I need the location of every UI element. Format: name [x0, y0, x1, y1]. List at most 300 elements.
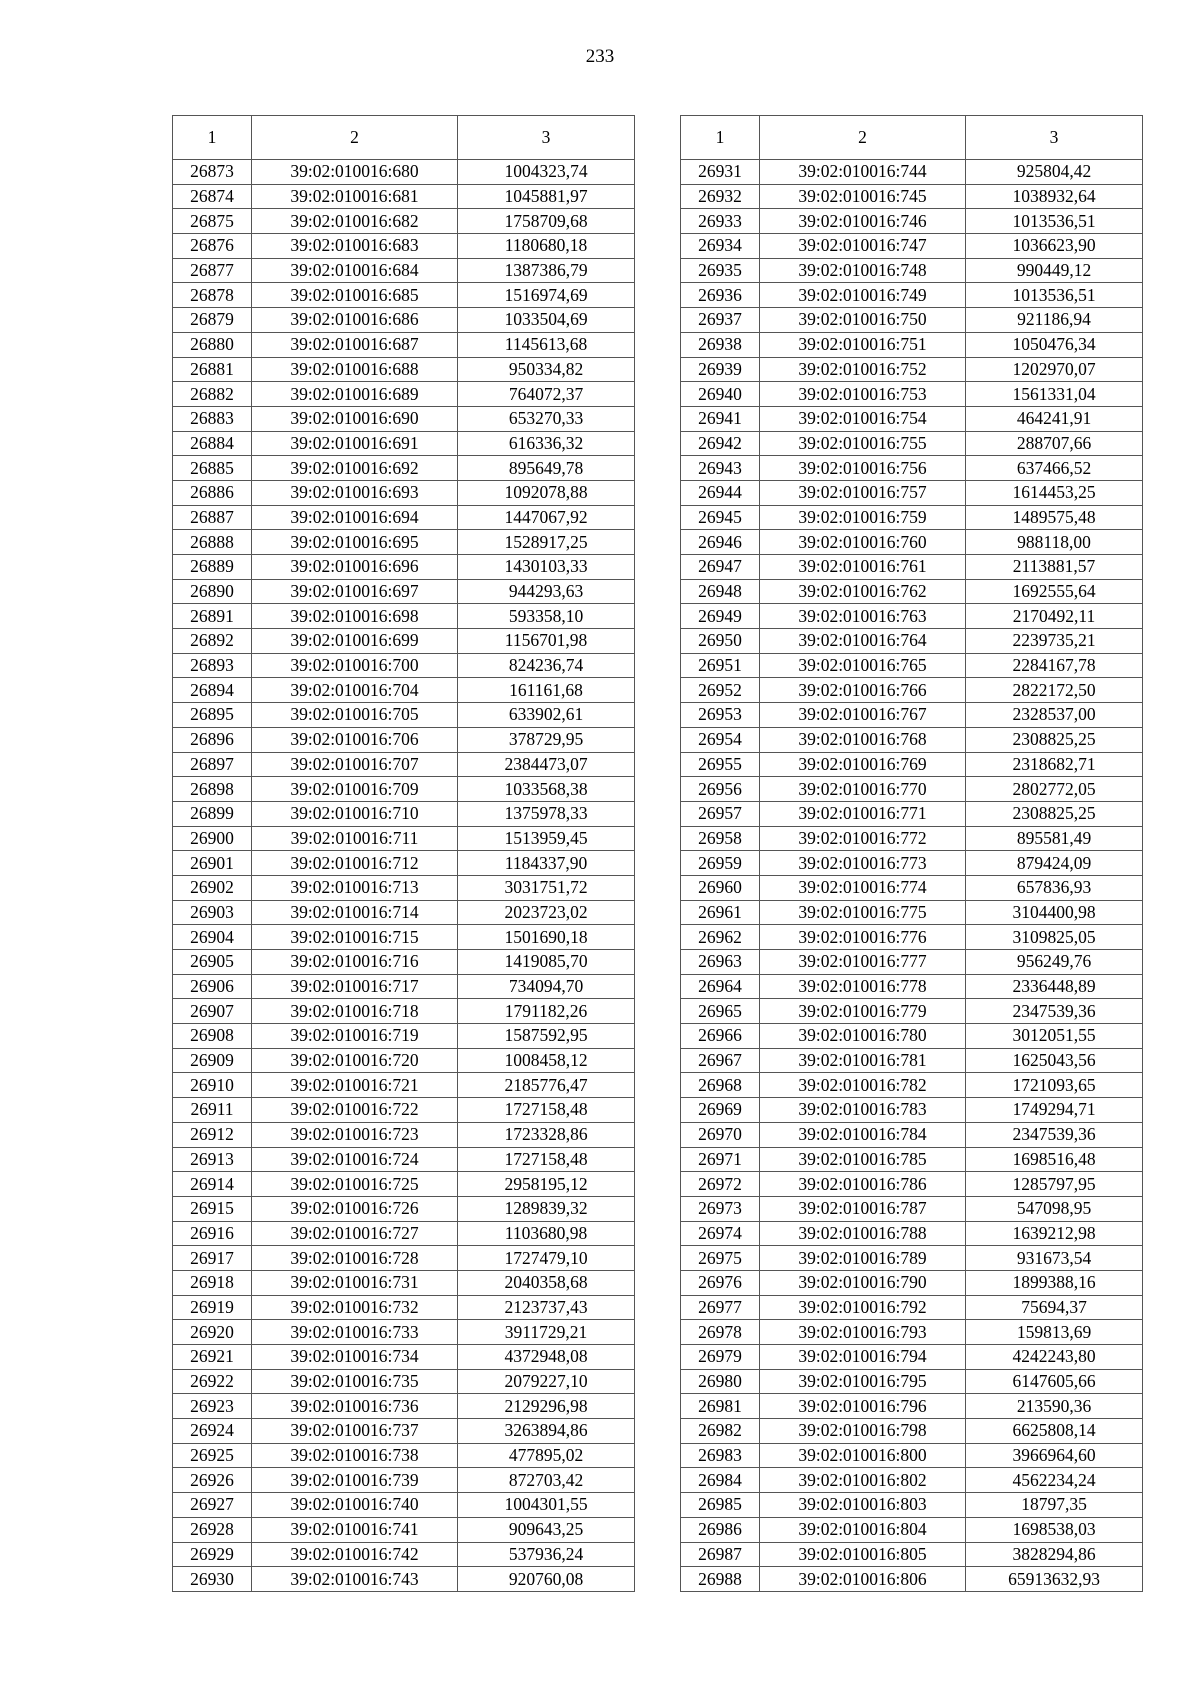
- cadastral-number: 39:02:010016:710: [252, 801, 458, 826]
- value: 537936,24: [458, 1542, 635, 1567]
- cadastral-number: 39:02:010016:802: [760, 1468, 966, 1493]
- cadastral-number: 39:02:010016:747: [760, 234, 966, 259]
- table-row: [681, 1196, 1143, 1221]
- row-number: 26923: [173, 1394, 252, 1419]
- cadastral-number: 39:02:010016:803: [760, 1493, 966, 1518]
- table-row: [173, 456, 635, 481]
- table-row: [173, 1517, 635, 1542]
- value: 734094,70: [458, 974, 635, 999]
- table-row: [173, 629, 635, 654]
- table-row: [173, 308, 635, 333]
- value: 1375978,33: [458, 801, 635, 826]
- value: 1614453,25: [966, 480, 1143, 505]
- cadastral-number: 39:02:010016:805: [760, 1542, 966, 1567]
- cadastral-number: 39:02:010016:735: [252, 1369, 458, 1394]
- table-row: [173, 530, 635, 555]
- value: 1387386,79: [458, 258, 635, 283]
- table-row: [681, 406, 1143, 431]
- value: 1727158,48: [458, 1147, 635, 1172]
- cadastral-number: 39:02:010016:739: [252, 1468, 458, 1493]
- value: 161161,68: [458, 678, 635, 703]
- row-number: 26980: [681, 1369, 760, 1394]
- value: 1528917,25: [458, 530, 635, 555]
- cadastral-number: 39:02:010016:685: [252, 283, 458, 308]
- table-row: [681, 1147, 1143, 1172]
- value: 1625043,56: [966, 1048, 1143, 1073]
- cadastral-number: 39:02:010016:774: [760, 875, 966, 900]
- page-number: 233: [585, 46, 615, 67]
- cadastral-number: 39:02:010016:776: [760, 925, 966, 950]
- cadastral-number: 39:02:010016:741: [252, 1517, 458, 1542]
- value: 2347539,36: [966, 1122, 1143, 1147]
- table-row: [173, 579, 635, 604]
- value: 3031751,72: [458, 875, 635, 900]
- value: 1721093,65: [966, 1073, 1143, 1098]
- row-number: 26921: [173, 1345, 252, 1370]
- value: 2123737,43: [458, 1295, 635, 1320]
- value: 1013536,51: [966, 283, 1143, 308]
- row-number: 26958: [681, 826, 760, 851]
- value: 1489575,48: [966, 505, 1143, 530]
- table-row: [173, 1073, 635, 1098]
- table-row: [681, 209, 1143, 234]
- value: 2239735,21: [966, 629, 1143, 654]
- row-number: 26969: [681, 1098, 760, 1123]
- row-number: 26892: [173, 629, 252, 654]
- row-number: 26883: [173, 406, 252, 431]
- table-row: [681, 308, 1143, 333]
- row-number: 26926: [173, 1468, 252, 1493]
- row-number: 26904: [173, 925, 252, 950]
- value: 872703,42: [458, 1468, 635, 1493]
- table-row: [681, 925, 1143, 950]
- row-number: 26965: [681, 999, 760, 1024]
- row-number: 26966: [681, 1024, 760, 1049]
- cadastral-number: 39:02:010016:780: [760, 1024, 966, 1049]
- value: 1430103,33: [458, 555, 635, 580]
- value: 3828294,86: [966, 1542, 1143, 1567]
- value: 213590,36: [966, 1394, 1143, 1419]
- cadastral-number: 39:02:010016:753: [760, 382, 966, 407]
- table-row: [681, 851, 1143, 876]
- row-number: 26873: [173, 160, 252, 185]
- row-number: 26981: [681, 1394, 760, 1419]
- row-number: 26932: [681, 184, 760, 209]
- cadastral-number: 39:02:010016:767: [760, 703, 966, 728]
- value: 2318682,71: [966, 752, 1143, 777]
- value: 1791182,26: [458, 999, 635, 1024]
- row-number: 26972: [681, 1172, 760, 1197]
- table-row: [681, 752, 1143, 777]
- cadastral-number: 39:02:010016:723: [252, 1122, 458, 1147]
- cadastral-number: 39:02:010016:706: [252, 727, 458, 752]
- row-number: 26909: [173, 1048, 252, 1073]
- cadastral-number: 39:02:010016:751: [760, 332, 966, 357]
- table-row: [681, 283, 1143, 308]
- value: 1004301,55: [458, 1493, 635, 1518]
- value: 1513959,45: [458, 826, 635, 851]
- table-row: [681, 1468, 1143, 1493]
- table-row: [173, 1122, 635, 1147]
- row-number: 26948: [681, 579, 760, 604]
- value: 1013536,51: [966, 209, 1143, 234]
- value: 159813,69: [966, 1320, 1143, 1345]
- value: 2308825,25: [966, 727, 1143, 752]
- value: 4372948,08: [458, 1345, 635, 1370]
- table-row: [681, 1394, 1143, 1419]
- row-number: 26982: [681, 1419, 760, 1444]
- row-number: 26973: [681, 1196, 760, 1221]
- row-number: 26895: [173, 703, 252, 728]
- row-number: 26971: [681, 1147, 760, 1172]
- value: 3109825,05: [966, 925, 1143, 950]
- table-row: [681, 1122, 1143, 1147]
- table-row: [173, 357, 635, 382]
- row-number: 26952: [681, 678, 760, 703]
- table-row: [681, 431, 1143, 456]
- row-number: 26963: [681, 950, 760, 975]
- row-number: 26918: [173, 1270, 252, 1295]
- row-number: 26891: [173, 604, 252, 629]
- row-number: 26906: [173, 974, 252, 999]
- table-row: [681, 1443, 1143, 1468]
- row-number: 26890: [173, 579, 252, 604]
- table-row: [681, 1542, 1143, 1567]
- table-row: [173, 925, 635, 950]
- table-row: [681, 1073, 1143, 1098]
- table-row: [173, 1048, 635, 1073]
- value: 3263894,86: [458, 1419, 635, 1444]
- cadastral-number: 39:02:010016:711: [252, 826, 458, 851]
- table-row: [681, 579, 1143, 604]
- cadastral-number: 39:02:010016:690: [252, 406, 458, 431]
- table-row: [681, 604, 1143, 629]
- table-row: [681, 1098, 1143, 1123]
- table-row: [173, 950, 635, 975]
- value: 2328537,00: [966, 703, 1143, 728]
- cadastral-number: 39:02:010016:720: [252, 1048, 458, 1073]
- row-number: 26877: [173, 258, 252, 283]
- cadastral-number: 39:02:010016:738: [252, 1443, 458, 1468]
- table-row: [173, 1147, 635, 1172]
- cadastral-number: 39:02:010016:773: [760, 851, 966, 876]
- cadastral-number: 39:02:010016:772: [760, 826, 966, 851]
- cadastral-number: 39:02:010016:752: [760, 357, 966, 382]
- value: 1045881,97: [458, 184, 635, 209]
- table-row: [681, 1221, 1143, 1246]
- row-number: 26884: [173, 431, 252, 456]
- value: 895581,49: [966, 826, 1143, 851]
- value: 988118,00: [966, 530, 1143, 555]
- cadastral-number: 39:02:010016:779: [760, 999, 966, 1024]
- row-number: 26929: [173, 1542, 252, 1567]
- value: 1727158,48: [458, 1098, 635, 1123]
- cadastral-number: 39:02:010016:698: [252, 604, 458, 629]
- cadastral-number: 39:02:010016:712: [252, 851, 458, 876]
- table-row: [681, 900, 1143, 925]
- cadastral-number: 39:02:010016:744: [760, 160, 966, 185]
- table-row: [173, 999, 635, 1024]
- cadastral-number: 39:02:010016:778: [760, 974, 966, 999]
- table-row: [681, 703, 1143, 728]
- value: 6147605,66: [966, 1369, 1143, 1394]
- value: 2079227,10: [458, 1369, 635, 1394]
- row-number: 26886: [173, 480, 252, 505]
- cadastral-number: 39:02:010016:783: [760, 1098, 966, 1123]
- cadastral-number: 39:02:010016:787: [760, 1196, 966, 1221]
- row-number: 26937: [681, 308, 760, 333]
- cadastral-number: 39:02:010016:750: [760, 308, 966, 333]
- cadastral-number: 39:02:010016:716: [252, 950, 458, 975]
- table-row: [681, 678, 1143, 703]
- table-row: [681, 826, 1143, 851]
- table-row: [681, 629, 1143, 654]
- cadastral-number: 39:02:010016:796: [760, 1394, 966, 1419]
- row-number: 26983: [681, 1443, 760, 1468]
- row-number: 26881: [173, 357, 252, 382]
- column-header: 3: [458, 116, 635, 160]
- value: 931673,54: [966, 1246, 1143, 1271]
- value: 1749294,71: [966, 1098, 1143, 1123]
- row-number: 26893: [173, 653, 252, 678]
- table-row: [681, 555, 1143, 580]
- row-number: 26900: [173, 826, 252, 851]
- table-row: [173, 703, 635, 728]
- row-number: 26889: [173, 555, 252, 580]
- row-number: 26919: [173, 1295, 252, 1320]
- table-row: [173, 431, 635, 456]
- value: 1516974,69: [458, 283, 635, 308]
- row-number: 26979: [681, 1345, 760, 1370]
- cadastral-number: 39:02:010016:771: [760, 801, 966, 826]
- value: 764072,37: [458, 382, 635, 407]
- row-number: 26898: [173, 777, 252, 802]
- value: 944293,63: [458, 579, 635, 604]
- row-number: 26905: [173, 950, 252, 975]
- table-row: [173, 1345, 635, 1370]
- table-row: [173, 1221, 635, 1246]
- row-number: 26943: [681, 456, 760, 481]
- cadastral-number: 39:02:010016:745: [760, 184, 966, 209]
- cadastral-number: 39:02:010016:762: [760, 579, 966, 604]
- value: 75694,37: [966, 1295, 1143, 1320]
- value: 2802772,05: [966, 777, 1143, 802]
- cadastral-number: 39:02:010016:707: [252, 752, 458, 777]
- value: 637466,52: [966, 456, 1143, 481]
- cadastral-number: 39:02:010016:785: [760, 1147, 966, 1172]
- row-number: 26878: [173, 283, 252, 308]
- table-row: [681, 1024, 1143, 1049]
- table-row: [173, 505, 635, 530]
- value: 288707,66: [966, 431, 1143, 456]
- cadastral-number: 39:02:010016:764: [760, 629, 966, 654]
- value: 1033568,38: [458, 777, 635, 802]
- cadastral-number: 39:02:010016:761: [760, 555, 966, 580]
- cadastral-number: 39:02:010016:717: [252, 974, 458, 999]
- value: 1447067,92: [458, 505, 635, 530]
- table-row: [173, 875, 635, 900]
- value: 1587592,95: [458, 1024, 635, 1049]
- value: 1727479,10: [458, 1246, 635, 1271]
- table-row: [173, 974, 635, 999]
- table-row: [681, 1246, 1143, 1271]
- row-number: 26947: [681, 555, 760, 580]
- table-row: [173, 209, 635, 234]
- row-number: 26907: [173, 999, 252, 1024]
- cadastral-number: 39:02:010016:728: [252, 1246, 458, 1271]
- table-row: [681, 727, 1143, 752]
- row-number: 26953: [681, 703, 760, 728]
- cadastral-number: 39:02:010016:798: [760, 1419, 966, 1444]
- cadastral-number: 39:02:010016:788: [760, 1221, 966, 1246]
- table-row: [173, 406, 635, 431]
- row-number: 26970: [681, 1122, 760, 1147]
- cadastral-number: 39:02:010016:770: [760, 777, 966, 802]
- cadastral-number: 39:02:010016:763: [760, 604, 966, 629]
- row-number: 26964: [681, 974, 760, 999]
- cadastral-number: 39:02:010016:731: [252, 1270, 458, 1295]
- table-row: [173, 283, 635, 308]
- cadastral-number: 39:02:010016:733: [252, 1320, 458, 1345]
- table-row: [173, 678, 635, 703]
- table-row: [681, 1270, 1143, 1295]
- table-row: [173, 604, 635, 629]
- table-row: [173, 1394, 635, 1419]
- table-row: [173, 184, 635, 209]
- table-row: [173, 801, 635, 826]
- left-table-body: [173, 160, 635, 1592]
- value: 3966964,60: [966, 1443, 1143, 1468]
- table-row: [681, 332, 1143, 357]
- row-number: 26913: [173, 1147, 252, 1172]
- row-number: 26974: [681, 1221, 760, 1246]
- table-row: [681, 1369, 1143, 1394]
- row-number: 26917: [173, 1246, 252, 1271]
- cadastral-number: 39:02:010016:692: [252, 456, 458, 481]
- cadastral-number: 39:02:010016:736: [252, 1394, 458, 1419]
- cadastral-number: 39:02:010016:727: [252, 1221, 458, 1246]
- row-number: 26944: [681, 480, 760, 505]
- cadastral-number: 39:02:010016:719: [252, 1024, 458, 1049]
- row-number: 26935: [681, 258, 760, 283]
- column-header: 3: [966, 116, 1143, 160]
- cadastral-number: 39:02:010016:686: [252, 308, 458, 333]
- value: 1639212,98: [966, 1221, 1143, 1246]
- cadastral-number: 39:02:010016:777: [760, 950, 966, 975]
- table-row: [173, 777, 635, 802]
- row-number: 26916: [173, 1221, 252, 1246]
- value: 2185776,47: [458, 1073, 635, 1098]
- header-row: [173, 116, 635, 160]
- row-number: 26934: [681, 234, 760, 259]
- table-row: [681, 258, 1143, 283]
- table-row: [173, 555, 635, 580]
- row-number: 26975: [681, 1246, 760, 1271]
- row-number: 26896: [173, 727, 252, 752]
- value: 2129296,98: [458, 1394, 635, 1419]
- row-number: 26924: [173, 1419, 252, 1444]
- table-row: [173, 1320, 635, 1345]
- value: 2284167,78: [966, 653, 1143, 678]
- cadastral-number: 39:02:010016:781: [760, 1048, 966, 1073]
- value: 4242243,80: [966, 1345, 1143, 1370]
- cadastral-number: 39:02:010016:687: [252, 332, 458, 357]
- value: 18797,35: [966, 1493, 1143, 1518]
- value: 909643,25: [458, 1517, 635, 1542]
- cadastral-number: 39:02:010016:746: [760, 209, 966, 234]
- right-table: [680, 115, 1143, 1592]
- cadastral-number: 39:02:010016:724: [252, 1147, 458, 1172]
- cadastral-number: 39:02:010016:794: [760, 1345, 966, 1370]
- cadastral-number: 39:02:010016:769: [760, 752, 966, 777]
- row-number: 26938: [681, 332, 760, 357]
- row-number: 26903: [173, 900, 252, 925]
- value: 2958195,12: [458, 1172, 635, 1197]
- table-row: [681, 1567, 1143, 1592]
- table-row: [173, 826, 635, 851]
- row-number: 26885: [173, 456, 252, 481]
- table-row: [681, 184, 1143, 209]
- value: 1202970,07: [966, 357, 1143, 382]
- value: 2040358,68: [458, 1270, 635, 1295]
- row-number: 26930: [173, 1567, 252, 1592]
- row-number: 26897: [173, 752, 252, 777]
- value: 653270,33: [458, 406, 635, 431]
- value: 925804,42: [966, 160, 1143, 185]
- cadastral-number: 39:02:010016:705: [252, 703, 458, 728]
- table-row: [681, 1419, 1143, 1444]
- row-number: 26901: [173, 851, 252, 876]
- value: 1698538,03: [966, 1517, 1143, 1542]
- table-row: [681, 801, 1143, 826]
- cadastral-number: 39:02:010016:689: [252, 382, 458, 407]
- row-number: 26957: [681, 801, 760, 826]
- value: 1561331,04: [966, 382, 1143, 407]
- row-number: 26984: [681, 1468, 760, 1493]
- table-row: [173, 1270, 635, 1295]
- row-number: 26977: [681, 1295, 760, 1320]
- table-row: [681, 480, 1143, 505]
- cadastral-number: 39:02:010016:726: [252, 1196, 458, 1221]
- table-row: [173, 1196, 635, 1221]
- row-number: 26950: [681, 629, 760, 654]
- value: 378729,95: [458, 727, 635, 752]
- row-number: 26978: [681, 1320, 760, 1345]
- value: 824236,74: [458, 653, 635, 678]
- value: 990449,12: [966, 258, 1143, 283]
- cadastral-number: 39:02:010016:793: [760, 1320, 966, 1345]
- value: 1156701,98: [458, 629, 635, 654]
- value: 956249,76: [966, 950, 1143, 975]
- row-number: 26988: [681, 1567, 760, 1592]
- row-number: 26874: [173, 184, 252, 209]
- value: 2113881,57: [966, 555, 1143, 580]
- table-row: [681, 875, 1143, 900]
- row-number: 26940: [681, 382, 760, 407]
- cadastral-number: 39:02:010016:748: [760, 258, 966, 283]
- row-number: 26954: [681, 727, 760, 752]
- table-row: [681, 1517, 1143, 1542]
- value: 1180680,18: [458, 234, 635, 259]
- table-row: [681, 1493, 1143, 1518]
- value: 921186,94: [966, 308, 1143, 333]
- value: 1289839,32: [458, 1196, 635, 1221]
- table-row: [681, 1172, 1143, 1197]
- cadastral-number: 39:02:010016:697: [252, 579, 458, 604]
- cadastral-number: 39:02:010016:766: [760, 678, 966, 703]
- row-number: 26942: [681, 431, 760, 456]
- value: 1899388,16: [966, 1270, 1143, 1295]
